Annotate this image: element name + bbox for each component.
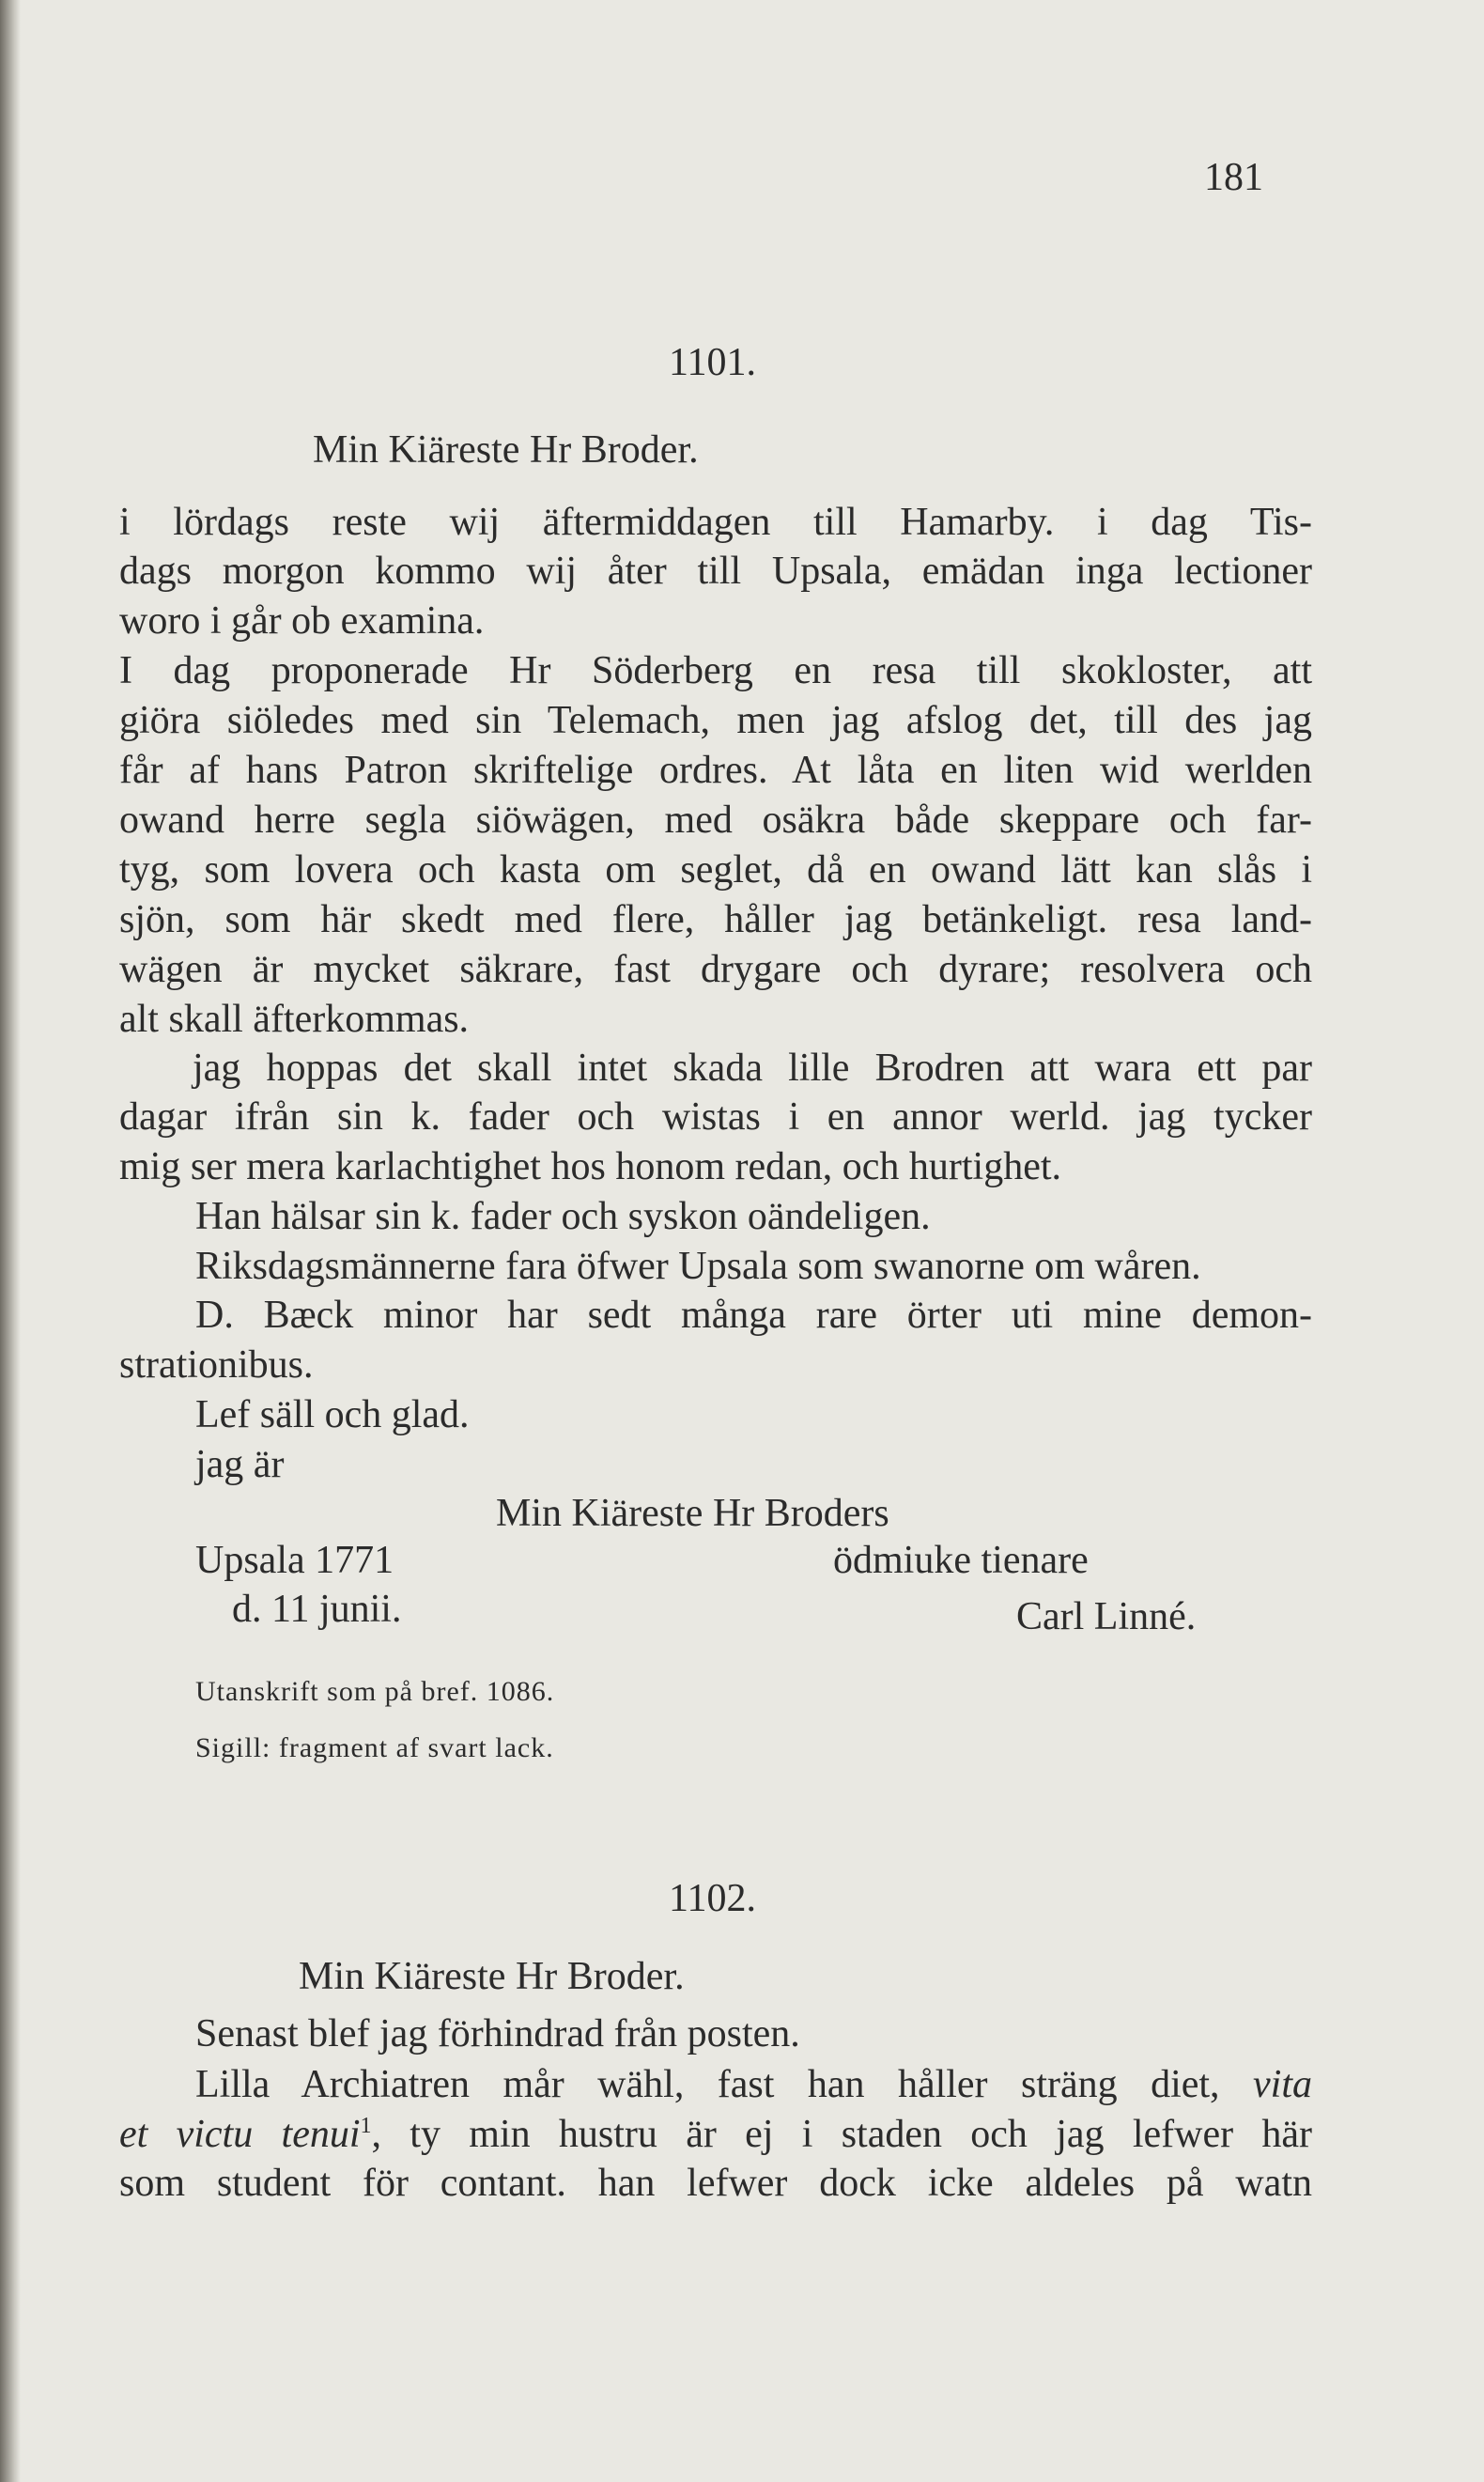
text-line: strationibus.: [119, 1343, 314, 1387]
place-year: Upsala 1771: [195, 1539, 394, 1582]
text-line: [119, 2115, 1312, 2154]
text-line: jag är: [195, 1443, 285, 1486]
humble-servant: ödmiuke tienare: [833, 1539, 1089, 1582]
text-line: [195, 2065, 1312, 2104]
salutation-1101: Min Kiäreste Hr Broder.: [313, 428, 699, 472]
text-line: mig ser mera karlachtighet hos honom redan, och hurtighet.: [119, 1145, 1062, 1188]
text-line: Riksdagsmännerne fara öfwer Upsala som swanorne om wåren.: [195, 1245, 1201, 1288]
text-line: Lef säll och glad.: [195, 1393, 470, 1436]
text-line: alt skall äfterkommas.: [119, 998, 470, 1041]
seal-note: Sigill: fragment af svart lack.: [195, 1732, 554, 1763]
letter-number-1101: 1101.: [669, 341, 756, 384]
text-line: tyg, som lovera och kasta om seglet, då en owand lätt kan slås i: [119, 848, 1312, 892]
signature: Carl Linné.: [1016, 1595, 1197, 1638]
text-line: I dag proponerade Hr Söderberg en resa till skokloster, att: [119, 649, 1312, 692]
text-line: Senast blef jag förhindrad från posten.: [195, 2012, 800, 2055]
text-line: wägen är mycket säkrare, fast drygare och dyrare; resolvera och: [119, 948, 1312, 991]
latin-phrase: et victu tenui: [119, 2113, 361, 2156]
latin-phrase: vita: [1253, 2063, 1312, 2106]
page-number: 181: [1204, 156, 1263, 199]
text-line: Han hälsar sin k. fader och syskon oändeligen.: [195, 1195, 931, 1238]
text-line: sjön, som här skedt med flere, håller jag betänkeligt. resa land-: [119, 898, 1312, 941]
footnote-marker: 1: [360, 2114, 372, 2138]
text-line: owand herre segla siöwägen, med osäkra både skeppare och far-: [119, 799, 1312, 842]
salutation-1102: Min Kiäreste Hr Broder.: [299, 1955, 685, 1998]
text-line: giöra siöledes med sin Telemach, men jag afslog det, till des jag: [119, 699, 1312, 742]
letter-number-1102: 1102.: [669, 1877, 756, 1920]
page-binding-edge: [0, 0, 21, 2482]
text-line: får af hans Patron skriftelige ordres. At låta en liten wid werlden: [119, 749, 1312, 792]
text-line: i lördags reste wij äftermiddagen till Hamarby. i dag Tis-: [119, 501, 1312, 544]
text-line: som student för contant. han lefwer dock icke aldeles på watn: [119, 2162, 1312, 2205]
text-line: dags morgon kommo wij åter till Upsala, emädan inga lectioner: [119, 550, 1312, 593]
text-line: dagar ifrån sin k. fader och wistas i en annor werld. jag tycker: [119, 1095, 1312, 1139]
text-segment: Lilla Archiatren mår wähl, fast han håller sträng diet,: [195, 2063, 1220, 2106]
text-segment: , ty min hustru är ej i staden och jag lefwer här: [371, 2113, 1313, 2156]
text-line: woro i går ob examina.: [119, 599, 485, 643]
letter-date: d. 11 junii.: [232, 1588, 402, 1631]
address-note: Utanskrift som på bref. 1086.: [195, 1676, 555, 1707]
text-line: D. Bæck minor har sedt många rare örter uti mine demon-: [195, 1294, 1312, 1337]
closing-line: Min Kiäreste Hr Broders: [496, 1492, 889, 1535]
text-line: jag hoppas det skall intet skada lille Brodren att wara ett par: [193, 1047, 1312, 1090]
